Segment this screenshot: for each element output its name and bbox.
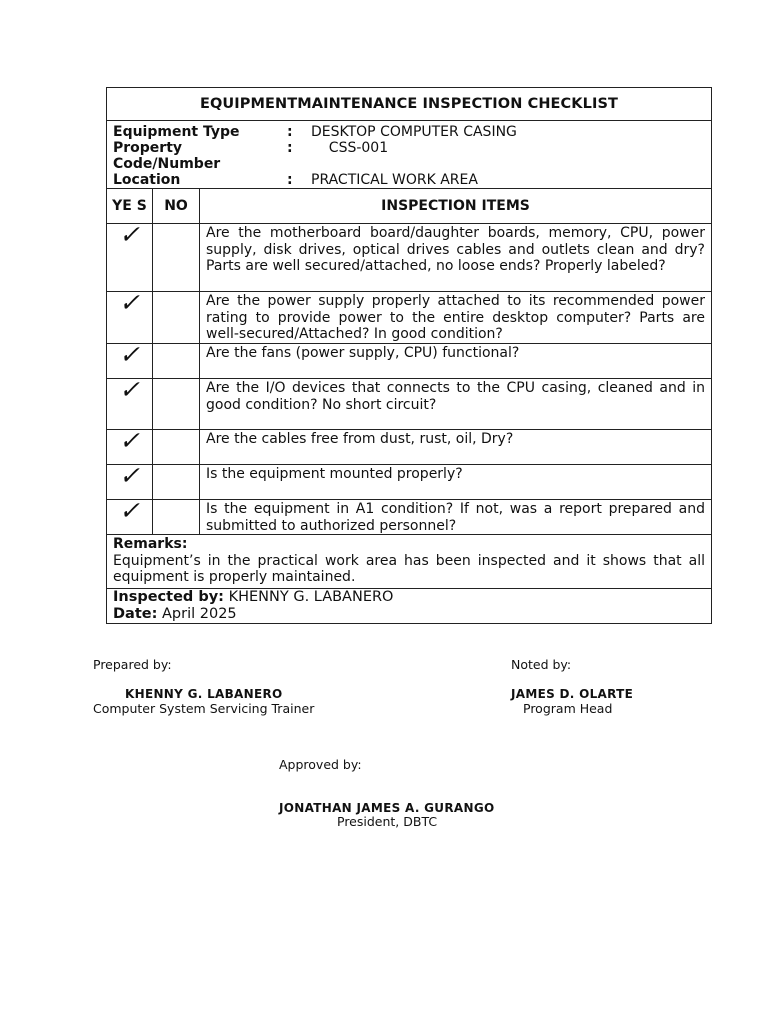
remarks-section	[107, 535, 712, 589]
prepared-by-role: Computer System Servicing Trainer	[93, 701, 315, 716]
info-separator: :	[287, 172, 293, 188]
yes-cell	[107, 220, 153, 292]
inspection-item-text: Is the equipment mounted properly?	[200, 465, 712, 500]
info-row-property-code	[113, 140, 705, 172]
check-mark-icon: ✓	[119, 496, 140, 525]
inspection-row	[107, 344, 712, 379]
inspection-row	[107, 292, 712, 344]
inspection-row	[107, 379, 712, 430]
info-label: Equipment Type	[113, 124, 240, 140]
inspection-item-text: Are the power supply properly attached to its recommended power rating to provide power to the entire desktop computer? Parts are well-secured/Attached? In good condition?	[200, 292, 712, 344]
no-cell	[153, 500, 200, 535]
info-label: Location	[113, 172, 181, 188]
inspection-items	[107, 220, 712, 535]
info-label: Property Code/Number	[113, 140, 221, 172]
inspection-row	[107, 430, 712, 465]
inspection-section	[107, 589, 712, 624]
inspection-item-text: Are the motherboard board/daughter boards, memory, CPU, power supply, disk drives, optical drives cables and outlets clean and dry? Parts are well secured/attached, no loose ends? Properly labeled?	[200, 224, 712, 292]
approved-by-name: JONATHAN JAMES A. GURANGO	[279, 801, 495, 815]
approved-by-label: Approved by:	[279, 757, 362, 772]
inspected-by-label: Inspected by:	[113, 589, 224, 606]
inspected-by-name: KHENNY G. LABANERO	[223, 589, 394, 606]
inspection-row	[107, 224, 712, 292]
header-inspection-items: INSPECTION ITEMS	[200, 189, 712, 224]
inspected-by-line	[113, 589, 705, 606]
inspection-checklist-table	[106, 87, 712, 624]
noted-by-label: Noted by:	[511, 657, 572, 672]
approved-by-role: President, DBTC	[337, 814, 438, 829]
remarks-label: Remarks:	[113, 536, 188, 553]
info-separator: :	[287, 124, 293, 140]
yes-cell	[107, 340, 153, 379]
yes-cell	[107, 496, 153, 535]
info-separator: :	[287, 140, 293, 156]
noted-by-role: Program Head	[523, 701, 613, 716]
no-cell	[153, 465, 200, 500]
check-mark-icon: ✓	[119, 426, 140, 455]
inspection-item-text: Are the I/O devices that connects to the CPU casing, cleaned and in good condition? No short circuit?	[200, 379, 712, 430]
check-mark-icon: ✓	[119, 220, 140, 249]
info-value: PRACTICAL WORK AREA	[311, 172, 478, 188]
info-row-equipment-type	[113, 124, 705, 140]
check-mark-icon: ✓	[119, 375, 140, 404]
yes-cell	[107, 426, 153, 465]
header-yes: YE S	[107, 189, 153, 224]
no-cell	[153, 379, 200, 430]
check-mark-icon: ✓	[119, 340, 140, 369]
info-value: DESKTOP COMPUTER CASING	[311, 124, 517, 140]
no-cell	[153, 430, 200, 465]
prepared-by-label: Prepared by:	[93, 657, 172, 672]
yes-cell	[107, 288, 153, 344]
date-line	[113, 606, 705, 623]
info-row-location	[113, 172, 705, 188]
yes-cell	[107, 375, 153, 430]
equipment-info	[107, 121, 712, 189]
inspection-item-text: Are the fans (power supply, CPU) functional?	[200, 344, 712, 379]
check-mark-icon: ✓	[119, 288, 140, 317]
inspection-row	[107, 465, 712, 500]
no-cell	[153, 224, 200, 292]
inspection-row	[107, 500, 712, 535]
date-label: Date:	[113, 606, 158, 623]
date-value: April 2025	[157, 606, 237, 623]
inspection-item-text: Is the equipment in A1 condition? If not, was a report prepared and submitted to authorized personnel?	[200, 500, 712, 535]
inspection-item-text: Are the cables free from dust, rust, oil, Dry?	[200, 430, 712, 465]
header-no: NO	[153, 189, 200, 224]
noted-by-name: JAMES D. OLARTE	[511, 687, 634, 701]
prepared-by-name: KHENNY G. LABANERO	[125, 687, 283, 701]
no-cell	[153, 292, 200, 344]
info-value: CSS-001	[311, 140, 389, 156]
no-cell	[153, 344, 200, 379]
check-mark-icon: ✓	[119, 461, 140, 490]
remarks-text: Equipment’s in the practical work area has been inspected and it shows that all equipment is properly maintained.	[113, 552, 705, 586]
yes-cell	[107, 461, 153, 500]
checklist-title: EQUIPMENTMAINTENANCE INSPECTION CHECKLIST	[107, 88, 712, 121]
